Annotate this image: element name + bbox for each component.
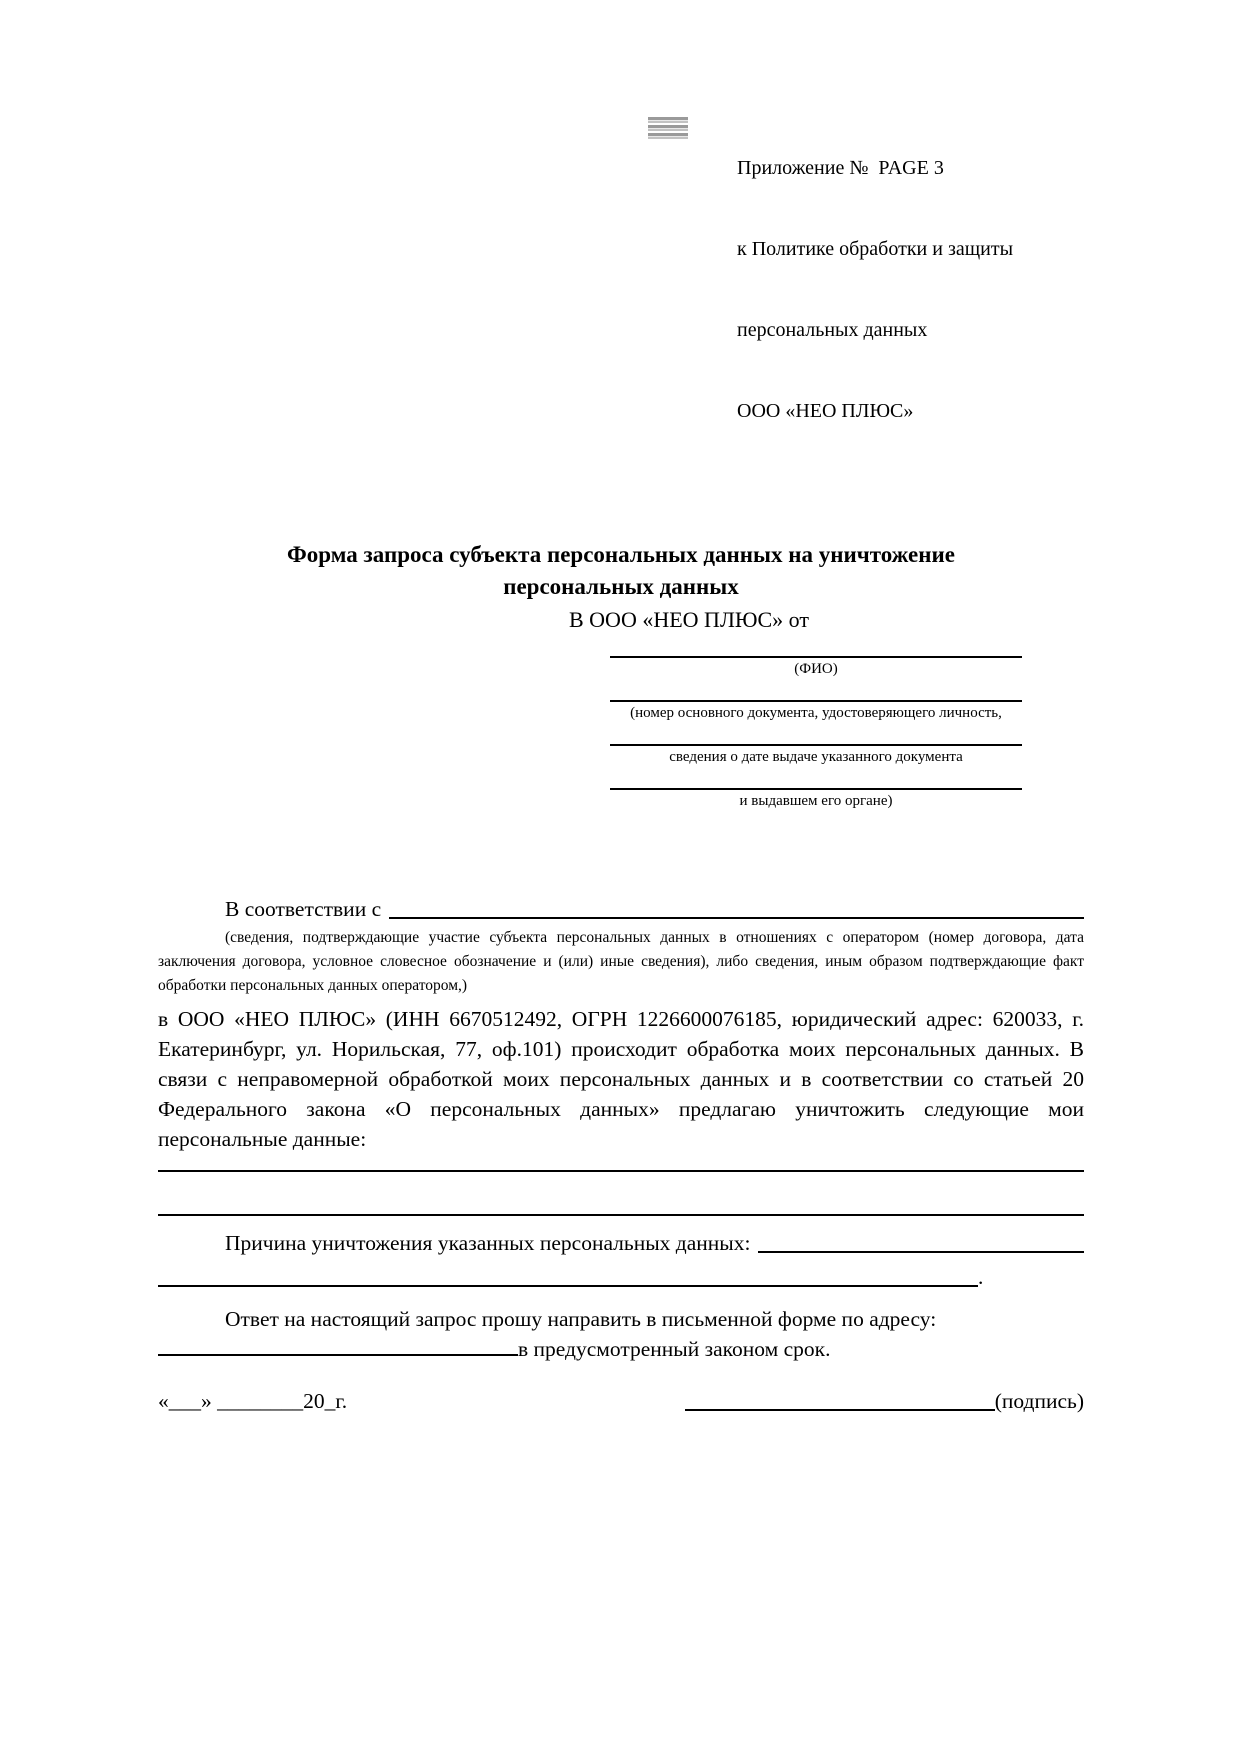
fio-fill-line — [610, 634, 1022, 658]
appendix-header — [737, 0, 1084, 479]
data-fill-line-1 — [158, 1170, 1084, 1172]
fio-caption: (ФИО) — [794, 661, 838, 677]
document-title: Форма запроса субъекта персональных данных на уничтожение персональных данных — [287, 542, 955, 599]
accordance-lead: В соответствии с — [225, 897, 382, 921]
deadline-text: в предусмотренный законом срок. — [518, 1337, 831, 1361]
signature-fill-line — [685, 1409, 995, 1411]
accordance-fill-line — [389, 894, 1084, 919]
issuing-authority-caption: и выдавшем его органе) — [739, 793, 893, 809]
issue-date-fill-line — [610, 722, 1022, 746]
answer-request-text: Ответ на настоящий запрос прошу направить в письменной форме по адресу: — [225, 1307, 937, 1331]
reason-continuation-fill-line — [158, 1285, 978, 1287]
sentence-period: . — [978, 1265, 984, 1289]
policy-reference-line: к Политике обработки и защиты — [737, 238, 1014, 260]
company-name-line: ООО «НЕО ПЛЮС» — [737, 400, 914, 422]
document-number-fill-line — [610, 678, 1022, 702]
glitch-image-icon — [648, 117, 688, 141]
date-blank: «___» ________20_г. — [158, 1389, 348, 1413]
signature-date-row — [158, 1386, 1084, 1416]
addressee-line: В ООО «НЕО ПЛЮС» от — [569, 607, 809, 632]
reason-continuation-row — [158, 1262, 1084, 1292]
reason-row — [158, 1228, 1084, 1258]
reason-fill-line — [758, 1228, 1084, 1253]
document-number-caption: (номер основного документа, удостоверяющего личность, — [630, 705, 1002, 721]
address-fill-line — [158, 1354, 518, 1356]
deadline-row — [158, 1334, 1084, 1364]
policy-reference-line2: персональных данных — [737, 319, 928, 341]
participation-note: (сведения, подтверждающие участие субъекта персональных данных в отношениях с оператором (номер договора, дата заключения договора, условное словесное обозначение и (или) иные сведения), либо сведения, иным образом подтверждающие факт обработки персональных данных оператором,) — [158, 929, 1084, 994]
reason-label: Причина уничтожения указанных персональных данных: — [225, 1231, 751, 1255]
issuing-authority-fill-line — [610, 766, 1022, 790]
accordance-row — [158, 894, 1084, 924]
signature-group — [685, 1386, 1084, 1416]
data-fill-line-2 — [158, 1214, 1084, 1216]
applicant-fill-block — [610, 634, 1022, 810]
operator-paragraph: в ООО «НЕО ПЛЮС» (ИНН 6670512492, ОГРН 1226600076185, юридический адрес: 620033, г. Екатеринбург, ул. Норильская, 77, оф.101) происходит обработка моих персональных данных. В связи с неправомерной обработкой моих персональных данных и в соответствии со статьей 20 Федерального закона «О персональных данных» предлагаю уничтожить следующие мои персональные данные: — [158, 1007, 1084, 1151]
signature-caption: (подпись) — [994, 1389, 1084, 1413]
issue-date-caption: сведения о дате выдаче указанного документа — [669, 749, 963, 765]
appendix-number-line: Приложение № PAGE 3 — [737, 157, 944, 179]
